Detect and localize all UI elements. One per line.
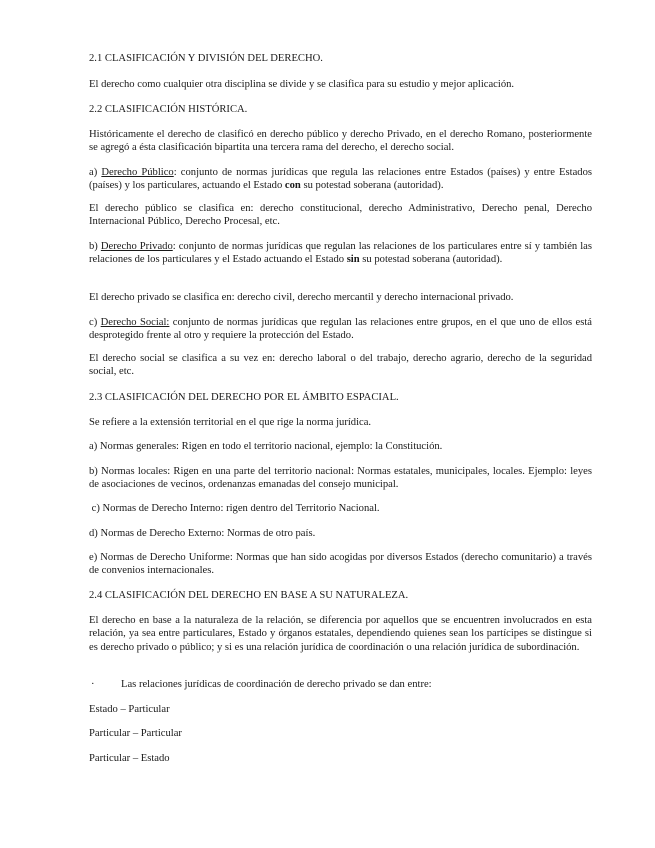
section-2-4-heading: 2.4 CLASIFICACIÓN DEL DERECHO EN BASE A SU NATURALEZA. (89, 590, 409, 601)
norm-item-b: b) Normas locales: Rigen en una parte del territorio nacional: Normas estatales, municipales, locales. Ejemplo: leyes de asociaciones de vecinos, ordenanzas emanadas del consejo municipal. (89, 466, 592, 491)
definition-text-end: su potestad soberana (autoridad). (300, 180, 444, 192)
emphasis-sin: sin (346, 254, 360, 266)
section-2-2-text: Históricamente el derecho de clasificó en derecho público y derecho Privado, en el derecho Romano, posteriormente se agregó a ésta clasificación bipartita una tercera rama del derecho, el derecho social. (89, 129, 592, 154)
term-derecho-social: Derecho Social: (100, 317, 170, 328)
section-2-3-text: Se refiere a la extensión territorial en el que rige la norma jurídica. (89, 417, 372, 428)
norm-item-e: e) Normas de Derecho Uniforme: Normas que han sido acogidas por diversos Estados (derecho comunitario) a través de convenios internacionales. (89, 552, 592, 577)
item-prefix: c) (89, 317, 101, 328)
derecho-privado-definition (89, 240, 592, 267)
relation-item: Particular – Estado (89, 753, 170, 764)
section-2-4-text: El derecho en base a la naturaleza de la relación, se diferencia por aquellos que se encuentren involucrados en esta relación, ya sea entre particulares, Estado y órganos estatales, dependiendo quienes sean los partícipes se distingue si es derecho privado o público; y si es una relación jurídica de coordinación o una relación jurídica de subordinación. (89, 615, 592, 653)
norm-item-c: c) Normas de Derecho Interno: rigen dentro del Territorio Nacional. (89, 503, 380, 514)
term-derecho-privado: Derecho Privado (100, 241, 173, 252)
item-prefix: b) (89, 241, 101, 252)
section-2-1-heading: 2.1 CLASIFICACIÓN Y DIVISIÓN DEL DERECHO. (89, 53, 323, 64)
definition-text: : conjunto de normas jurídicas que regulan las relaciones de los particulares entre sí y también las relaciones de los particulares y el Estado actuando el Estado (89, 241, 592, 266)
relation-item: Estado – Particular (89, 704, 170, 715)
bullet-text: Las relaciones jurídicas de coordinación de derecho privado se dan entre: (121, 679, 432, 690)
item-prefix: a) (89, 167, 102, 178)
derecho-privado-classification: El derecho privado se clasifica en: derecho civil, derecho mercantil y derecho internacional privado. (89, 292, 514, 303)
derecho-social-definition (89, 316, 592, 343)
definition-text: : conjunto de normas jurídicas que regula las relaciones entre Estados (países) y entre Estados (países) y los particulares, actuando el Estado (89, 167, 592, 192)
derecho-social-classification: El derecho social se clasifica a su vez en: derecho laboral o del trabajo, derecho agrario, derecho de la seguridad social, etc. (89, 353, 592, 378)
bullet-dot-icon: · (91, 679, 95, 690)
section-2-2-heading: 2.2 CLASIFICACIÓN HISTÓRICA. (89, 104, 248, 115)
derecho-publico-definition (89, 166, 592, 193)
section-2-1-text: El derecho como cualquier otra disciplina se divide y se clasifica para su estudio y mejor aplicación. (89, 79, 515, 90)
section-2-3-heading: 2.3 CLASIFICACIÓN DEL DERECHO POR EL ÁMBITO ESPACIAL. (89, 392, 399, 403)
definition-text-end: su potestad soberana (autoridad). (359, 254, 503, 266)
term-derecho-publico: Derecho Público (101, 167, 174, 178)
definition-text: conjunto de normas jurídicas que regulan las relaciones entre grupos, en el que uno de ellos está desprotegido frente al otro y requiere la protección del Estado. (89, 317, 592, 342)
norm-item-a: a) Normas generales: Rigen en todo el territorio nacional, ejemplo: la Constitución. (89, 441, 443, 452)
derecho-publico-classification: El derecho público se clasifica en: derecho constitucional, derecho Administrativo, Derecho penal, Derecho Internacional Público, Derecho Procesal, etc. (89, 203, 592, 228)
emphasis-con: con (284, 180, 301, 192)
norm-item-d: d) Normas de Derecho Externo: Normas de otro país. (89, 528, 316, 539)
relation-item: Particular – Particular (89, 728, 182, 739)
